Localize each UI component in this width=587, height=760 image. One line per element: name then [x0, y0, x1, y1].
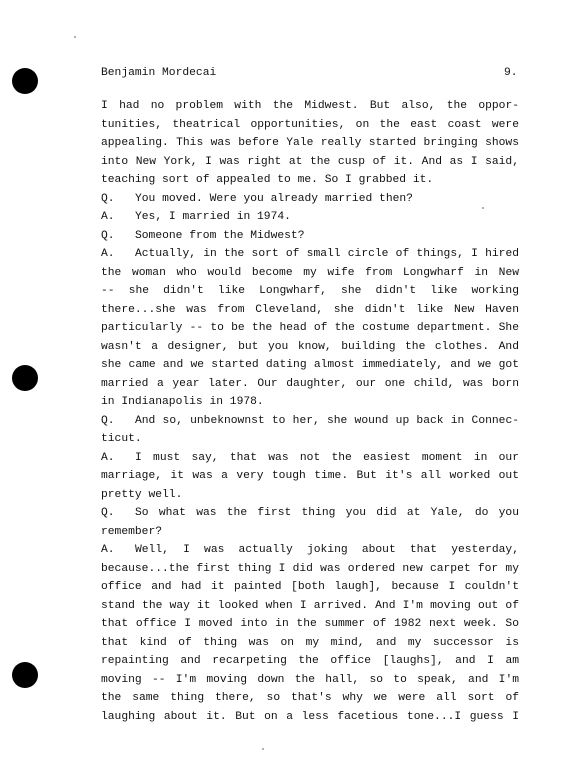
- transcript-line: [101, 171, 519, 190]
- speaker-label: A.: [101, 544, 115, 556]
- line-text: Actually, in the sort of small circle of things, I hired: [135, 248, 519, 260]
- transcript-line: [101, 301, 519, 320]
- line-text: she came and we started dating almost immediately, and we got: [101, 359, 519, 371]
- line-text: Someone from the Midwest?: [135, 229, 305, 242]
- transcript-line: [101, 523, 519, 542]
- line-text: pretty well.: [101, 488, 183, 501]
- line-text: appealing. This was before Yale really started bringing shows: [101, 137, 519, 149]
- transcript-line: [101, 338, 519, 357]
- transcript-line: [101, 356, 519, 375]
- transcript-line: [101, 319, 519, 338]
- line-text: that office I moved into in the summer of 1982 next week. So: [101, 618, 519, 630]
- line-text: remember?: [101, 525, 163, 538]
- line-text: moving -- I'm moving down the hall, so to speak, and I'm: [101, 673, 519, 686]
- binder-hole-bottom: [12, 662, 38, 688]
- speaker-label: A.: [101, 211, 115, 223]
- speaker-label: Q.: [101, 507, 115, 519]
- line-text: office and had it painted [both laugh], because I couldn't: [101, 581, 519, 593]
- transcript-line-qa: [101, 541, 519, 560]
- header-name: Benjamin Mordecai: [101, 67, 217, 79]
- transcript-line: [101, 578, 519, 597]
- line-text: particularly -- to be the head of the costume department. She: [101, 322, 519, 334]
- transcript-line: [101, 375, 519, 394]
- transcript-line: [101, 134, 519, 153]
- binder-hole-top: [12, 68, 38, 94]
- line-text: ticut.: [101, 433, 142, 445]
- transcript-line: [101, 282, 519, 301]
- speaker-label: Q.: [101, 414, 115, 427]
- speaker-label: A.: [101, 248, 115, 260]
- transcript-line-qa: [101, 504, 519, 523]
- transcript-line: [101, 634, 519, 653]
- binder-hole-middle: [12, 365, 38, 391]
- transcript-line: [101, 708, 519, 727]
- line-text: the same thing there, so that's why we were all sort of: [101, 692, 519, 704]
- transcript-line: [101, 486, 519, 505]
- line-text: in Indianapolis in 1978.: [101, 396, 264, 408]
- transcript-line: [101, 153, 519, 172]
- line-text: You moved. Were you already married then?: [135, 192, 413, 205]
- transcript-line: [101, 597, 519, 616]
- transcript-line: [101, 560, 519, 579]
- line-text: I had no problem with the Midwest. But also, the oppor-: [101, 100, 519, 112]
- line-text: -- she didn't like Longwharf, she didn't like working: [101, 285, 519, 297]
- line-text: tunities, theatrical opportunities, on the east coast were: [101, 118, 519, 131]
- transcript-line-qa: [101, 449, 519, 468]
- line-text: And so, unbeknownst to her, she wound up back in Connec-: [135, 414, 519, 427]
- line-text: wasn't a designer, but you know, building the clothes. And: [101, 340, 519, 353]
- transcript-line: [101, 652, 519, 671]
- transcript-line-qa: [101, 227, 519, 246]
- transcript-line: [101, 689, 519, 708]
- transcript-line-qa: [101, 190, 519, 209]
- transcript-line-qa: [101, 245, 519, 264]
- line-text: Yes, I married in 1974.: [135, 211, 291, 223]
- transcript-line: [101, 97, 519, 116]
- transcript-line: [101, 467, 519, 486]
- transcript-body: [101, 97, 519, 726]
- scan-speck: [74, 36, 76, 38]
- line-text: teaching sort of appealed to me. So I grabbed it.: [101, 174, 434, 186]
- transcript-line: [101, 615, 519, 634]
- transcript-line: [101, 393, 519, 412]
- line-text: because...the first thing I did was ordered new carpet for my: [101, 562, 519, 575]
- speaker-label: Q.: [101, 192, 115, 205]
- line-text: laughing about it. But on a less facetious tone...I guess I: [101, 710, 519, 723]
- line-text: marriage, it was a very tough time. But it's all worked out: [101, 470, 519, 482]
- line-text: repainting and recarpeting the office [laughs], and I am: [101, 655, 519, 667]
- transcript-line-qa: [101, 412, 519, 431]
- line-text: So what was the first thing you did at Yale, do you: [135, 507, 519, 519]
- line-text: the woman who would become my wife from Longwharf in New: [101, 266, 519, 279]
- line-text: married a year later. Our daughter, our one child, was born: [101, 377, 519, 390]
- line-text: into New York, I was right at the cusp of it. And as I said,: [101, 155, 519, 168]
- transcript-line: [101, 264, 519, 283]
- transcript-line: [101, 116, 519, 135]
- transcript-line-qa: [101, 208, 519, 227]
- line-text: stand the way it looked when I arrived. And I'm moving out of: [101, 599, 519, 612]
- line-text: Well, I was actually joking about that yesterday,: [135, 544, 519, 556]
- page-number: 9.: [504, 67, 518, 79]
- transcript-line: [101, 430, 519, 449]
- speaker-label: Q.: [101, 229, 115, 242]
- line-text: there...she was from Cleveland, she didn't like New Haven: [101, 303, 519, 316]
- line-text: I must say, that was not the easiest moment in our: [135, 451, 519, 464]
- line-text: that kind of thing was on my mind, and my successor is: [101, 636, 519, 649]
- scan-speck: [262, 748, 264, 750]
- transcript-line: [101, 671, 519, 690]
- speaker-label: A.: [101, 451, 115, 464]
